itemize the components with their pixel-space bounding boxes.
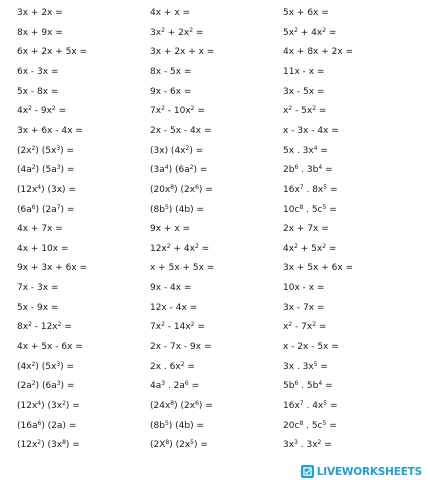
exercise: 9x + x =: [150, 224, 191, 235]
logo-text: LIVEWORKSHEETS: [316, 465, 422, 478]
liveworksheets-logo[interactable]: [301, 464, 422, 479]
exercise: 4x + 5x - 6x =: [17, 342, 83, 353]
exercise-row: [0, 320, 430, 334]
exercise: 3x - 5x =: [283, 86, 325, 97]
exercise-row: [0, 183, 430, 197]
exercise: 6x - 3x =: [17, 66, 59, 77]
exercise-row: [0, 144, 430, 158]
exercise-row: [0, 379, 430, 393]
exercise: $(12x^2) (3x^8)$ =: [17, 439, 80, 451]
exercise: 7x - 3x =: [17, 283, 59, 294]
exercise: $(2X^8) (2x^5)$ =: [150, 439, 208, 451]
exercise: $(2x^2) (5x^3)$ =: [17, 144, 75, 156]
exercise: $(24x^8) (2x^6)$ =: [150, 400, 213, 411]
exercise: $3x^2 + 2x^2$ =: [150, 26, 204, 38]
exercise: 2x + 7x =: [283, 224, 329, 235]
exercise: 3x + 2x =: [17, 8, 63, 18]
exercise: 3x + 5x + 6x =: [283, 263, 354, 274]
exercise: 9x - 4x =: [150, 283, 192, 294]
exercise: $3x^3$ . $3x^2$ =: [283, 439, 332, 451]
exercise-row: [0, 242, 430, 256]
exercise: $10c^8$ . $5c^5$ =: [283, 203, 337, 215]
exercise: $5b^6$ . $5b^4$ =: [283, 380, 333, 392]
liveworksheets-logo-icon: [301, 465, 314, 478]
exercise: $(6a^6) (2a^7)$ =: [17, 203, 75, 215]
exercise-row: [0, 85, 430, 99]
exercise: $8x^2 - 12x^2$ =: [17, 321, 72, 333]
exercise-row: [0, 163, 430, 177]
exercise: $(20x^8) (2x^6)$ =: [150, 183, 213, 195]
exercise: 3x + 6x - 4x =: [17, 125, 83, 136]
exercise: $5x^2 + 4x^2$ =: [283, 26, 337, 38]
exercise-row: [0, 203, 430, 217]
exercise-row: [0, 104, 430, 118]
exercise: $16x^7$ . $4x^5$ =: [283, 400, 338, 411]
footer: [0, 463, 430, 480]
exercise-row: [0, 45, 430, 59]
exercise: (3x) $(4x^2)$ =: [150, 144, 204, 156]
exercise: x - 3x - 4x =: [283, 125, 339, 136]
exercise: 11x - x =: [283, 66, 325, 77]
exercise: $(16a^6) (2a)$ =: [17, 419, 77, 431]
exercise-row: [0, 65, 430, 79]
exercise: 3x + 2x + x =: [150, 47, 215, 58]
exercise-row: [0, 438, 430, 452]
exercise: $(2a^2) (6a^3)$ =: [17, 380, 75, 392]
exercise-row: [0, 340, 430, 354]
exercise: x + 5x + 5x =: [150, 263, 215, 274]
exercise-row: [0, 26, 430, 40]
exercise: 2x - 7x - 9x =: [150, 342, 212, 353]
exercise: 4x + 7x =: [17, 224, 63, 235]
exercise: 4x + 10x =: [17, 243, 69, 254]
exercise: $x^2 - 5x^2$ =: [283, 105, 327, 117]
exercise: 5x + 6x =: [283, 8, 329, 18]
exercise-row: [0, 419, 430, 433]
exercise: $(12x^4) (3x^2)$ =: [17, 400, 80, 411]
exercise-row: [0, 6, 430, 20]
exercise: 10x - x =: [283, 283, 325, 294]
exercise: $(8b^5) (4b)$ =: [150, 203, 205, 215]
exercise: $(12x^4) (3x)$ =: [17, 183, 76, 195]
exercise-row: [0, 222, 430, 236]
exercise: 4x + 8x + 2x =: [283, 47, 354, 58]
exercise: 5x . $3x^4$ =: [283, 144, 328, 156]
exercise: $4x^2 + 5x^2$ =: [283, 242, 337, 254]
exercise: $20c^8$ . $5c^5$ =: [283, 419, 337, 431]
exercise-row: [0, 261, 430, 275]
exercise: $(3a^4) (6a^2)$ =: [150, 164, 208, 176]
exercise-row: [0, 281, 430, 295]
exercise-row: [0, 301, 430, 315]
exercise: 8x - 5x =: [150, 66, 192, 77]
exercise: x - 2x - 5x =: [283, 342, 339, 353]
exercise: $(4x^2) (5x^3)$ =: [17, 360, 75, 372]
exercise: $4x^2 - 9x^2$ =: [17, 105, 67, 117]
exercise: $4a^3$ . $2a^6$ =: [150, 380, 200, 392]
exercise: 12x - 4x =: [150, 302, 198, 313]
exercise: $(8b^5) (4b)$ =: [150, 419, 205, 431]
exercise: 2x - 5x - 4x =: [150, 125, 212, 136]
exercise: 8x + 9x =: [17, 27, 63, 38]
exercise: $12x^2 + 4x^2$ =: [150, 242, 210, 254]
exercise: 5x - 9x =: [17, 302, 59, 313]
exercise: $16x^7$ . $8x^5$ =: [283, 183, 338, 195]
exercise: 9x - 6x =: [150, 86, 192, 97]
exercise: $x^2 - 7x^2$ =: [283, 321, 327, 333]
exercise-row: [0, 124, 430, 138]
exercise: 5x - 8x =: [17, 86, 59, 97]
exercise: $7x^2 - 14x^2$ =: [150, 321, 205, 333]
exercise: 3x . $3x^5$ =: [283, 360, 328, 372]
exercise: 6x + 2x + 5x =: [17, 47, 88, 58]
exercise: 2x . $6x^2$ =: [150, 360, 195, 372]
exercise: 3x - 7x =: [283, 302, 325, 313]
exercise-row: [0, 360, 430, 374]
exercise: $(4a^2) (5a^3)$ =: [17, 164, 75, 176]
exercise: 4x + x =: [150, 8, 191, 18]
exercise-row: [0, 399, 430, 413]
exercise: $2b^6$ . $3b^4$ =: [283, 164, 333, 176]
exercise: $7x^2 - 10x^2$ =: [150, 105, 205, 117]
exercise: 9x + 3x + 6x =: [17, 263, 88, 274]
